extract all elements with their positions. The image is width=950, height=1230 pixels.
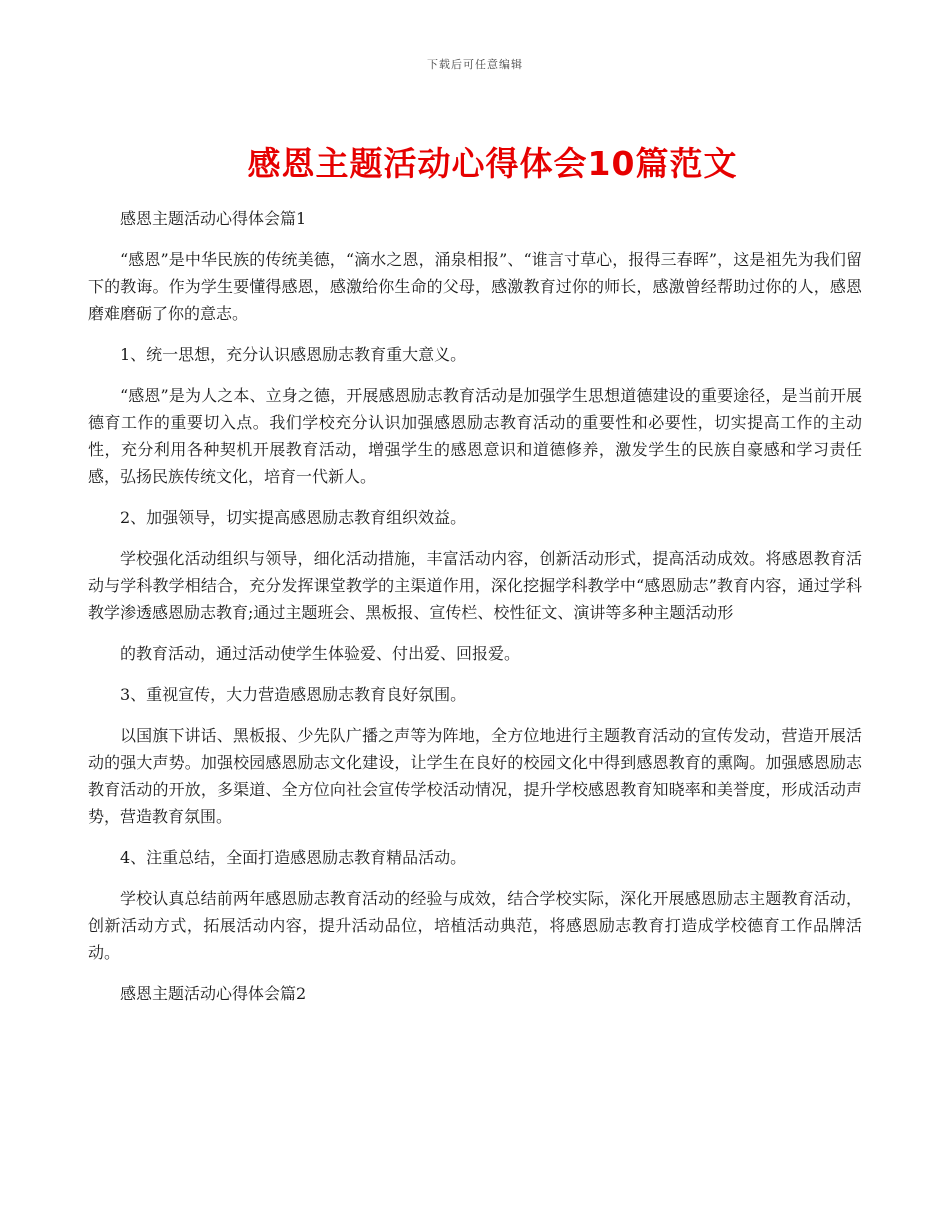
section-heading-1: 感恩主题活动心得体会篇1: [120, 209, 307, 228]
paragraph-point-2-continued: 的教育活动，通过活动使学生体验爱、付出爱、回报爱。: [120, 644, 521, 663]
paragraph-point-3: 以国旗下讲话、黑板报、少先队广播之声等为阵地，全方位地进行主题教育活动的宣传发动，营造开展活动的强大声势。加强校园感恩励志文化建设，让学生在良好的校园文化中得到感恩教育的熏陶。加强感恩励志教育活动的开放，多渠道、全方位向社会宣传学校活动情况，提升学校感恩教育知晓率和美誉度，形成活动声势，营造教育氛围。: [88, 726, 862, 826]
paragraph-intro: “感恩”是中华民族的传统美德，“滴水之恩，涌泉相报”、“谁言寸草心，报得三春晖”，这是祖先为我们留下的教诲。作为学生要懂得感恩，感激给你生命的父母，感激教育过你的师长，感激曾经帮助过你的人，感恩磨难磨砺了你的意志。: [88, 250, 862, 323]
document-title: 感恩主题活动心得体会10篇范文: [247, 144, 738, 183]
point-heading-1: 1、统一思想，充分认识感恩励志教育重大意义。: [120, 345, 467, 364]
header-note: 下载后可任意编辑: [427, 58, 523, 71]
document-body: [88, 205, 862, 1021]
section-heading-2: 感恩主题活动心得体会篇2: [120, 984, 307, 1003]
paragraph-point-2: 学校强化活动组织与领导，细化活动措施，丰富活动内容，创新活动形式，提高活动成效。将感恩教育活动与学科教学相结合，充分发挥课堂教学的主渠道作用，深化挖掘学科教学中“感恩励志”教育内容，通过学科教学渗透感恩励志教育;通过主题班会、黑板报、宣传栏、校性征文、演讲等多种主题活动形: [88, 549, 862, 622]
point-heading-3: 3、重视宣传，大力营造感恩励志教育良好氛围。: [120, 685, 467, 704]
point-heading-2: 2、加强领导，切实提高感恩励志教育组织效益。: [120, 508, 467, 527]
paragraph-point-1: “感恩”是为人之本、立身之德，开展感恩励志教育活动是加强学生思想道德建设的重要途径，是当前开展德育工作的重要切入点。我们学校充分认识加强感恩励志教育活动的重要性和必要性，切实提高工作的主动性，充分利用各种契机开展教育活动，增强学生的感恩意识和道德修养，激发学生的民族自豪感和学习责任感，弘扬民族传统文化，培育一代新人。: [88, 386, 862, 486]
paragraph-point-4: 学校认真总结前两年感恩励志教育活动的经验与成效，结合学校实际，深化开展感恩励志主题教育活动，创新活动方式，拓展活动内容，提升活动品位，培植活动典范，将感恩励志教育打造成学校德育工作品牌活动。: [88, 889, 862, 962]
point-heading-4: 4、注重总结，全面打造感恩励志教育精品活动。: [120, 848, 467, 867]
